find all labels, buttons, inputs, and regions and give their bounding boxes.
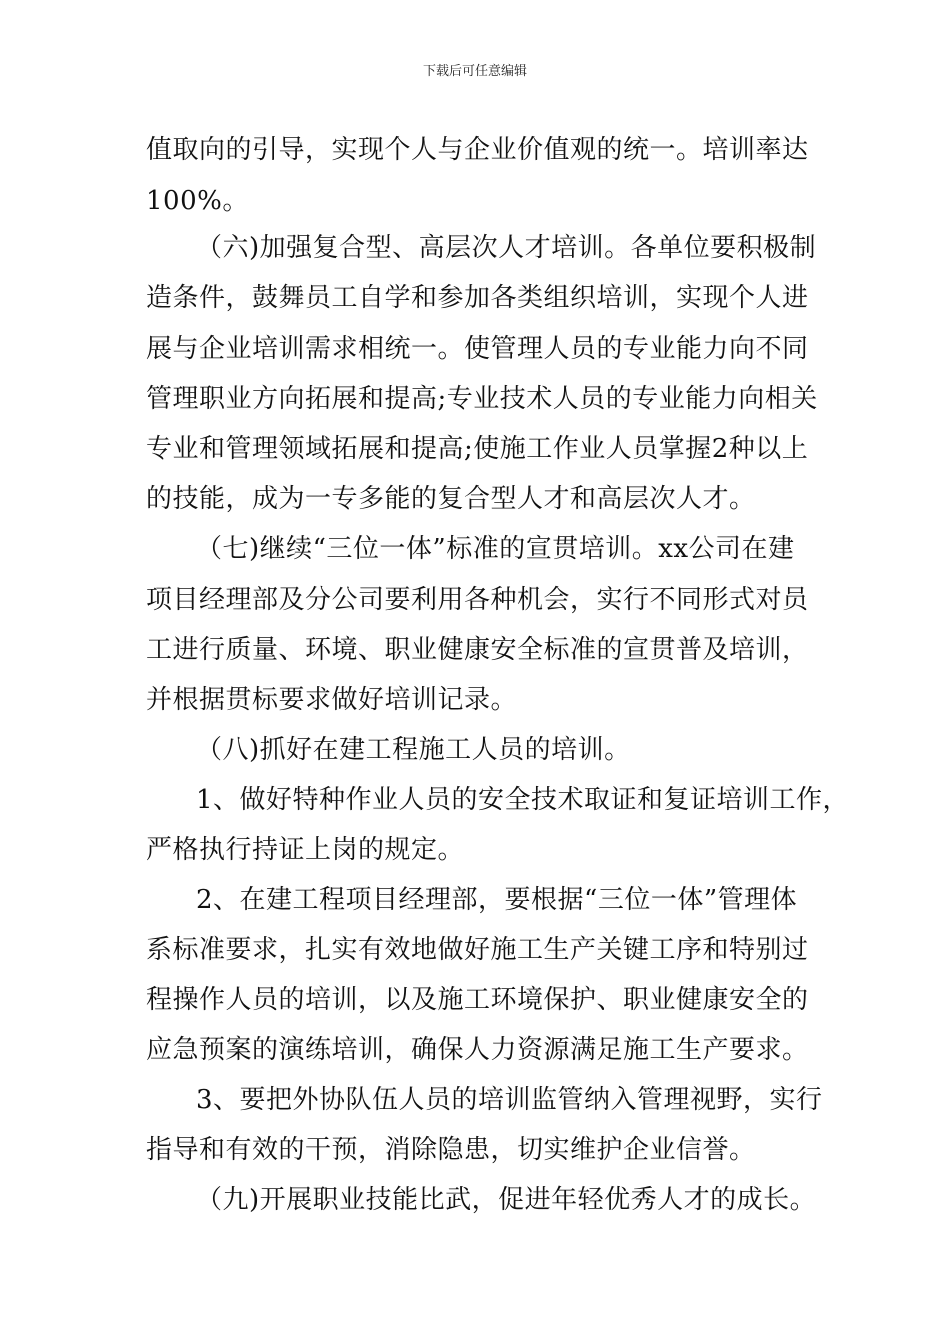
text-line: 100%。 <box>146 186 249 216</box>
text-line: 程操作人员的培训，以及施工环境保护、职业健康安全的 <box>146 985 809 1015</box>
text-line: （八)抓好在建工程施工人员的培训。 <box>196 735 631 765</box>
text-line: 严格执行持证上岗的规定。 <box>146 835 465 865</box>
text-line: 应急预案的演练培训，确保人力资源满足施工生产要求。 <box>146 1035 809 1065</box>
text-line: 1、做好特种作业人员的安全技术取证和复证培训工作， <box>196 785 850 815</box>
text-line: 并根据贯标要求做好培训记录。 <box>146 685 518 715</box>
text-line: 系标准要求，扎实有效地做好施工生产关键工序和特别过 <box>146 935 809 965</box>
text-line: 造条件，鼓舞员工自学和参加各类组织培训，实现个人进 <box>146 283 809 313</box>
text-line: 管理职业方向拓展和提高;专业技术人员的专业能力向相关 <box>146 384 818 414</box>
text-line: 3、要把外协队伍人员的培训监管纳入管理视野，实行 <box>196 1085 823 1115</box>
text-line: （六)加强复合型、高层次人才培训。各单位要积极制 <box>196 233 817 263</box>
text-line: 指导和有效的干预，消除隐患，切实维护企业信誉。 <box>146 1135 756 1165</box>
page-header: 下载后可任意编辑 <box>422 64 527 79</box>
text-line: 2、在建工程项目经理部，要根据“三位一体”管理体 <box>196 885 798 915</box>
text-line: （七)继续“三位一体”标准的宣贯培训。xx公司在建 <box>196 534 795 564</box>
text-line: （九)开展职业技能比武，促进年轻优秀人才的成长。 <box>196 1185 817 1215</box>
text-line: 工进行质量、环境、职业健康安全标准的宣贯普及培训， <box>146 635 809 665</box>
text-line: 项目经理部及分公司要利用各种机会，实行不同形式对员 <box>146 585 809 615</box>
text-line: 的技能，成为一专多能的复合型人才和高层次人才。 <box>146 484 756 514</box>
text-line: 专业和管理领域拓展和提高;使施工作业人员掌握2种以上 <box>146 434 809 464</box>
text-line: 值取向的引导，实现个人与企业价值观的统一。培训率达 <box>146 135 809 165</box>
text-line: 展与企业培训需求相统一。使管理人员的专业能力向不同 <box>146 334 809 364</box>
